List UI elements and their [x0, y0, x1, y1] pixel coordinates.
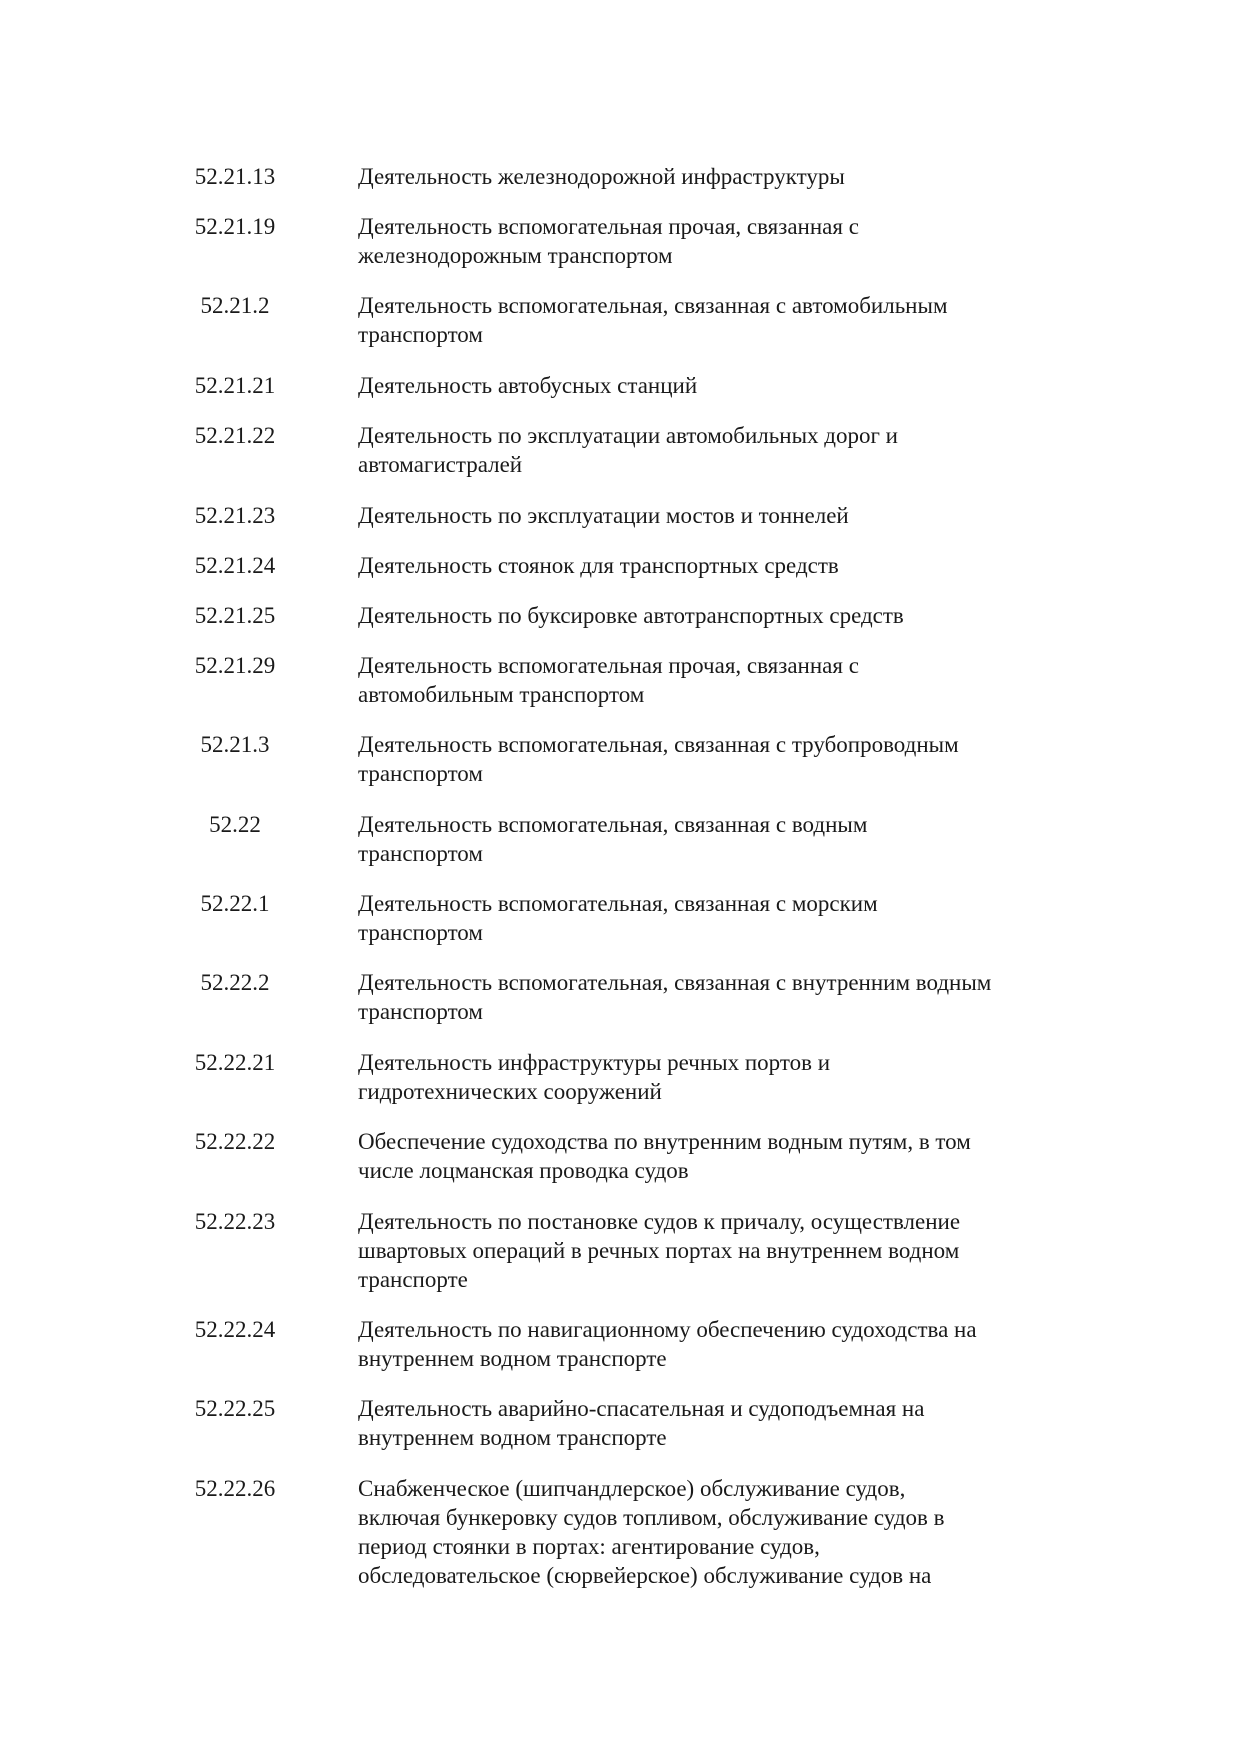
- description-line: Обеспечение судоходства по внутренним водным путям, в том: [358, 1129, 971, 1154]
- activity-description: [358, 371, 1078, 400]
- activity-description: [358, 1207, 1078, 1294]
- activity-code: 52.22: [209, 812, 261, 837]
- description-line: числе лоцманская проводка судов: [358, 1158, 689, 1183]
- activity-description: [358, 1127, 1078, 1185]
- description-line: Деятельность по навигационному обеспечению судоходства на: [358, 1317, 977, 1342]
- activity-code: 52.22.22: [194, 1129, 276, 1154]
- description-line: обследовательское (сюрвейерское) обслуживание судов на: [358, 1563, 932, 1588]
- description-line: внутреннем водном транспорте: [358, 1425, 667, 1450]
- description-line: Деятельность по постановке судов к причалу, осуществление: [358, 1209, 961, 1234]
- activity-description: [358, 1474, 1078, 1590]
- activity-description: [358, 730, 1078, 788]
- activity-code: 52.22.23: [194, 1209, 276, 1234]
- description-line: Деятельность вспомогательная прочая, связанная с: [358, 653, 859, 678]
- activity-description: [358, 889, 1078, 947]
- activity-code: 52.21.25: [194, 603, 276, 628]
- activity-code: 52.22.26: [194, 1476, 276, 1501]
- description-line: автомагистралей: [358, 452, 523, 477]
- description-line: железнодорожным транспортом: [358, 243, 673, 268]
- activity-code: 52.22.2: [200, 970, 270, 995]
- description-line: гидротехнических сооружений: [358, 1079, 662, 1104]
- description-line: Деятельность аварийно-спасательная и судоподъемная на: [358, 1396, 925, 1421]
- activity-code: 52.21.21: [194, 373, 276, 398]
- activity-description: [358, 162, 1078, 191]
- description-line: транспортом: [358, 841, 483, 866]
- activity-code: 52.21.2: [200, 293, 270, 318]
- activity-code: 52.21.22: [194, 423, 276, 448]
- description-line: Снабженческое (шипчандлерское) обслуживание судов,: [358, 1476, 906, 1501]
- description-line: Деятельность железнодорожной инфраструктуры: [358, 164, 845, 189]
- description-line: Деятельность стоянок для транспортных средств: [358, 553, 839, 578]
- activity-description: [358, 810, 1078, 868]
- activity-code: 52.22.1: [200, 891, 270, 916]
- description-line: транспорте: [358, 1267, 468, 1292]
- description-line: включая бункеровку судов топливом, обслуживание судов в: [358, 1505, 945, 1530]
- activity-description: [358, 968, 1078, 1026]
- description-line: Деятельность вспомогательная, связанная с трубопроводным: [358, 732, 959, 757]
- description-line: швартовых операций в речных портах на внутреннем водном: [358, 1238, 960, 1263]
- activity-code: 52.21.13: [194, 164, 276, 189]
- activity-code: 52.22.21: [194, 1050, 276, 1075]
- activity-code: 52.21.24: [194, 553, 276, 578]
- description-line: транспортом: [358, 761, 483, 786]
- activity-code: 52.22.24: [194, 1317, 276, 1342]
- description-line: Деятельность вспомогательная, связанная с морским: [358, 891, 878, 916]
- description-line: Деятельность вспомогательная прочая, связанная с: [358, 214, 859, 239]
- activity-description: [358, 421, 1078, 479]
- activity-description: [358, 1315, 1078, 1373]
- description-line: Деятельность вспомогательная, связанная с водным: [358, 812, 868, 837]
- description-line: транспортом: [358, 920, 483, 945]
- description-line: Деятельность по эксплуатации мостов и тоннелей: [358, 503, 849, 528]
- description-line: период стоянки в портах: агентирование судов,: [358, 1534, 820, 1559]
- activity-description: [358, 1048, 1078, 1106]
- description-line: транспортом: [358, 322, 483, 347]
- activity-description: [358, 651, 1078, 709]
- description-line: Деятельность вспомогательная, связанная с внутренним водным: [358, 970, 992, 995]
- activity-description: [358, 601, 1078, 630]
- activity-description: [358, 212, 1078, 270]
- description-line: Деятельность вспомогательная, связанная с автомобильным: [358, 293, 948, 318]
- activity-code: 52.21.29: [194, 653, 276, 678]
- description-line: Деятельность по эксплуатации автомобильных дорог и: [358, 423, 898, 448]
- description-line: автомобильным транспортом: [358, 682, 645, 707]
- description-line: Деятельность автобусных станций: [358, 373, 698, 398]
- activity-code: 52.21.19: [194, 214, 276, 239]
- activity-code: 52.22.25: [194, 1396, 276, 1421]
- activity-description: [358, 551, 1078, 580]
- activity-description: [358, 501, 1078, 530]
- activity-description: [358, 1394, 1078, 1452]
- activity-code: 52.21.23: [194, 503, 276, 528]
- description-line: внутреннем водном транспорте: [358, 1346, 667, 1371]
- description-line: Деятельность по буксировке автотранспортных средств: [358, 603, 904, 628]
- activity-description: [358, 291, 1078, 349]
- description-line: Деятельность инфраструктуры речных портов и: [358, 1050, 831, 1075]
- activity-code: 52.21.3: [200, 732, 270, 757]
- description-line: транспортом: [358, 999, 483, 1024]
